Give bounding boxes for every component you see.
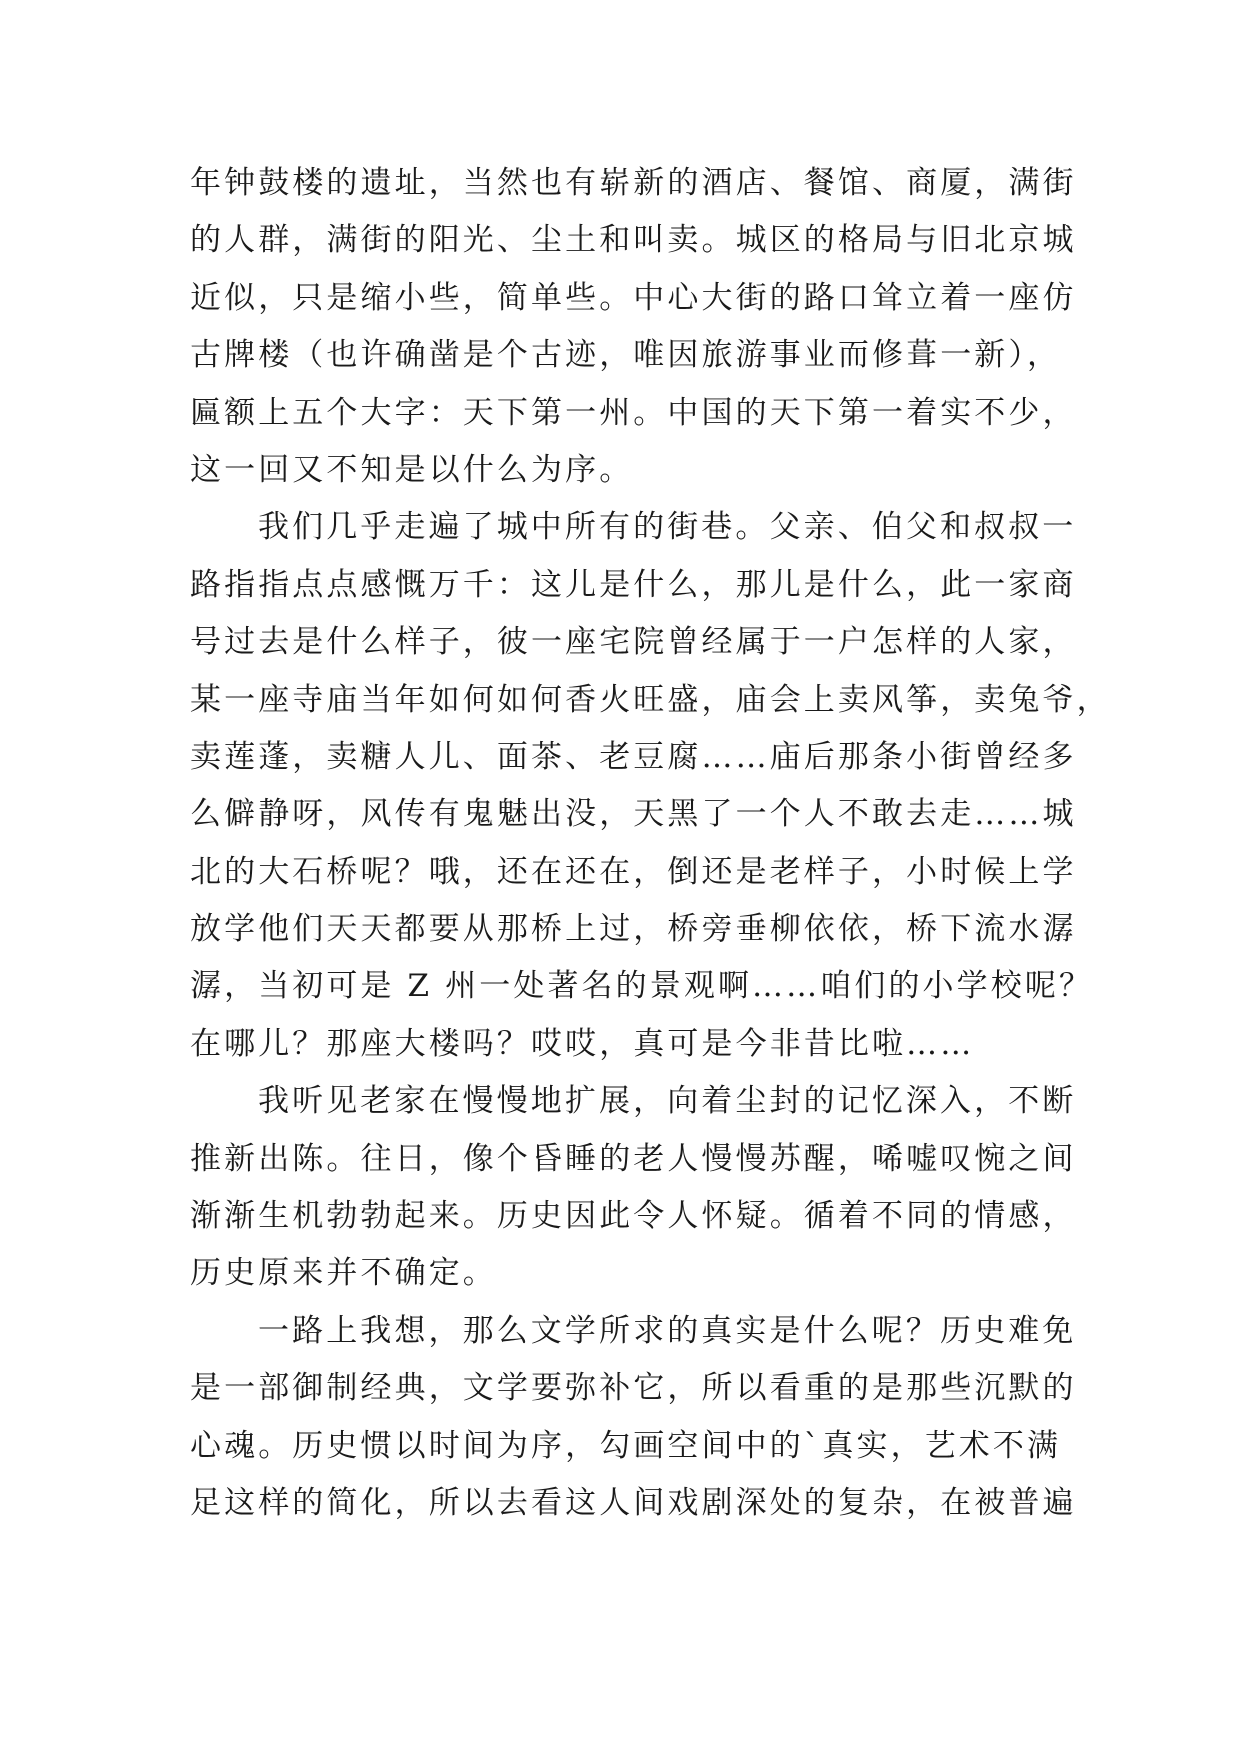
text-line: 是一部御制经典，文学要弥补它，所以看重的是那些沉默的 <box>190 1370 1077 1407</box>
text-line: 这一回又不知是以什么为序。 <box>190 451 634 488</box>
text-line: 放学他们天天都要从那桥上过，桥旁垂柳依依，桥下流水潺 <box>190 911 1077 948</box>
text-line: 在哪儿？那座大楼吗？哎哎，真可是今非昔比啦…… <box>190 1025 975 1062</box>
text-line: 近似，只是缩小些，简单些。中心大街的路口耸立着一座仿 <box>190 279 1077 316</box>
text-line: 的人群，满街的阳光、尘土和叫卖。城区的格局与旧北京城 <box>190 222 1077 259</box>
paragraph-4 <box>190 1303 1077 1533</box>
text-line: 卖莲蓬，卖糖人儿、面茶、老豆腐……庙后那条小街曾经多 <box>190 738 1077 775</box>
text-line: 历史原来并不确定。 <box>190 1255 497 1292</box>
paragraph-1 <box>190 155 1077 499</box>
text-line: 某一座寺庙当年如何如何香火旺盛，庙会上卖风筝，卖兔爷， <box>190 681 1111 718</box>
text-line: 么僻静呀，风传有鬼魅出没，天黑了一个人不敢去走……城 <box>190 796 1077 833</box>
paragraph-3 <box>190 1073 1077 1303</box>
text-line: 年钟鼓楼的遗址，当然也有崭新的酒店、餐馆、商厦，满街 <box>190 165 1077 201</box>
text-line: 足这样的简化，所以去看这人间戏剧深处的复杂，在被普遍 <box>190 1484 1077 1521</box>
text-line: 渐渐生机勃勃起来。历史因此令人怀疑。循着不同的情感， <box>190 1198 1077 1235</box>
text-line: 匾额上五个大字：天下第一州。中国的天下第一着实不少， <box>190 394 1077 431</box>
text-line: 路指指点点感慨万千：这儿是什么，那儿是什么，此一家商 <box>190 566 1077 603</box>
body-text <box>190 155 1111 1532</box>
text-line: 古牌楼（也许确凿是个古迹，唯因旅游事业而修葺一新）， <box>190 337 1062 374</box>
text-line: 推新出陈。往日，像个昏睡的老人慢慢苏醒，唏嘘叹惋之间 <box>190 1140 1077 1177</box>
text-line: 号过去是什么样子，彼一座宅院曾经属于一户怎样的人家， <box>190 624 1077 661</box>
text-line: 潺，当初可是 Z 州一处著名的景观啊……咱们的小学校呢？ <box>190 968 1094 1005</box>
text-line: 北的大石桥呢？哦，还在还在，倒还是老样子，小时候上学 <box>190 853 1077 890</box>
paragraph-2 <box>190 499 1111 1073</box>
text-line: 我们几乎走遍了城中所有的街巷。父亲、伯父和叔叔一 <box>258 509 1077 546</box>
text-line: 心魂。历史惯以时间为序，勾画空间中的`真实，艺术不满 <box>190 1427 1062 1464</box>
text-line: 一路上我想，那么文学所求的真实是什么呢？历史难免 <box>258 1312 1077 1349</box>
text-line: 我听见老家在慢慢地扩展，向着尘封的记忆深入，不断 <box>258 1083 1077 1120</box>
